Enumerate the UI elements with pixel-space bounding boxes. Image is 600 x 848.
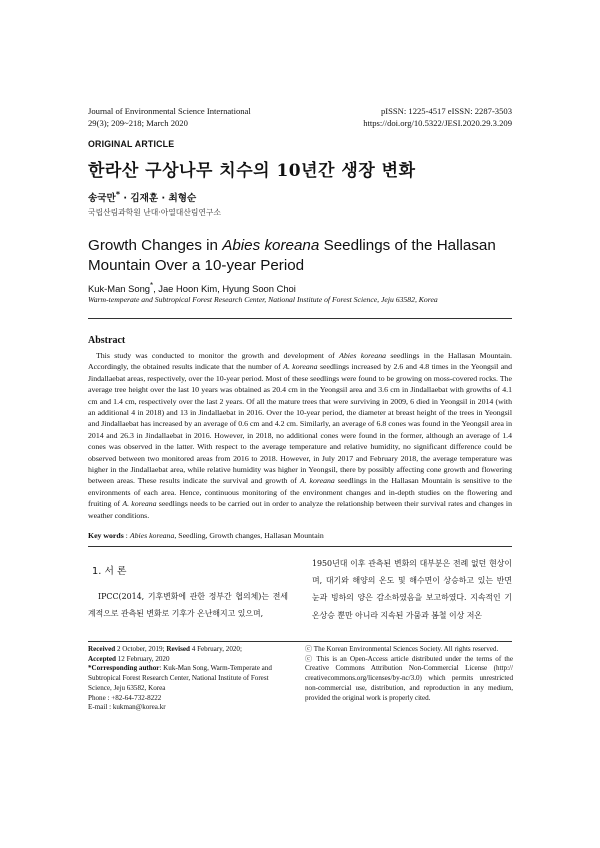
- keyword-species: Abies koreana: [129, 531, 175, 540]
- abstract-species: Abies koreana: [339, 351, 387, 360]
- accepted-label: Accepted: [88, 654, 116, 663]
- accepted-date: 12 February, 2020: [115, 654, 170, 663]
- abstract-species: A. koreana: [122, 499, 157, 509]
- divider: [88, 546, 512, 547]
- accepted-line: [88, 655, 293, 665]
- korean-other-authors: · 김재훈 · 최형순: [120, 193, 197, 205]
- abstract-text: seedlings in the Hallasan Mountain is sensitive to the environments of each area. Hence, continuous monitoring of the environment changes and in-depth studies on the flowering and fruiting of: [88, 476, 512, 509]
- abstract-text: seedlings increased by 2.6 and 4.8 times in the Yeongsil and Jindallaebat areas, respectively, over the 10-year period. Most of these seedlings were found to be growing on moss-covered rocks. The average tree height over the last 10 years was obtained as 20.4 cm in the Yeongsil area and 3.6 cm in Jindallaebat with growths of 4.1 cm and 1.4 cm, respectively over the last 2 years. Of all the mature trees that were surviving in 2009, 6 died in Yeongsil in 2014 (with an additional 4 in 2018) and 13 in Jindallaebat in 2016. Over the 10-year period, the diameter at breast height of the trees in Yeongsil and Jindallaebat has increased by an average of 0.6 cm and 4.2 cm. Similarly, an average of 6.8 cones was found in the Yeongsil area in 2014 and 26.3 in Jindallaebat in 2016. However, in 2018, no additional cones were found in the former, although an average of 1.4 cones was observed in the latter. With respect to the average temperature and relative humidity, no significant difference could be observed between two monitored areas from 2016 to 2018. However, in July 2017 and February 2018, the average temperature was higher in the Jindallaebat area, while relative humidity was higher in Yeongsil, there by possibly affecting cone growth and flowering between areas. These results indicate the survival and growth of: [88, 362, 512, 486]
- abstract-text: This study was conducted to monitor the growth and development of: [96, 351, 340, 360]
- keywords-separator: :: [123, 531, 130, 540]
- divider: [88, 641, 512, 642]
- english-first-author: Kuk-Man Song: [88, 283, 151, 295]
- korean-authors: [88, 190, 196, 204]
- phone: Phone : +82-64-732-8222: [88, 693, 162, 702]
- corresponding-mark: *: [115, 190, 120, 199]
- korean-title: 한라산 구상나무 치수의 10년간 생장 변화: [88, 161, 416, 181]
- revised-date: 4 February, 2020;: [189, 645, 242, 653]
- received-date: 2 October, 2019;: [115, 645, 167, 653]
- journal-identifiers: [363, 106, 512, 129]
- journal-citation: [88, 106, 251, 129]
- abstract-species: A. koreana: [283, 362, 318, 372]
- abstract-heading: Abstract: [88, 335, 126, 346]
- corresponding-details: : Kuk-Man Song, Warm-Temperate and Subtropical Forest Research Center, National Institute of Forest Science, Jeju 63582, Korea: [88, 664, 272, 692]
- english-title-species: Abies koreana: [222, 237, 320, 254]
- journal-volume: 29(3); 209~218; March 2020: [88, 117, 188, 128]
- keywords: [88, 531, 512, 540]
- english-title-part: Growth Changes in: [88, 237, 223, 254]
- keywords-label: Key words: [88, 531, 124, 540]
- journal-name: Journal of Environmental Science International: [88, 106, 251, 116]
- korean-affiliation: 국립산림과학원 난대·아열대산림연구소: [88, 208, 221, 217]
- abstract-text: seedlings needs to be carried out in order to analyze the relationship between their survival rates and changes in weather conditions.: [88, 499, 512, 520]
- english-authors: [88, 281, 296, 294]
- corresponding-mark: *: [150, 281, 154, 290]
- article-history: [88, 645, 293, 713]
- english-title: [88, 236, 528, 276]
- english-affiliation: Warm-temperate and Subtropical Forest Research Center, National Institute of Forest Science, Jeju 63582, Korea: [88, 295, 438, 304]
- english-title-part: Seedlings of the Hallasan Mountain Over a 10-year Period: [88, 237, 496, 274]
- abstract-body: [88, 350, 512, 521]
- email[interactable]: E-mail : kukman@korea.kr: [88, 703, 166, 712]
- abstract-species: A. koreana: [299, 476, 335, 486]
- license-text: ⓒ This is an Open-Access article distributed under the terms of the Creative Commons Attribution Non-Commercial License (http:// creativecommons.org/licenses/by-nc/3.0) which permits unrestricted non-commercial use, distribution, and reproduction in any medium, provided the original work is properly cited.: [305, 654, 513, 702]
- body-column-right: 1950년대 이후 관측된 변화의 대부분은 전례 없던 현상이며, 대기와 해양의 온도 및 해수면이 상승하고 있는 반면 눈과 빙하의 양은 감소하였음을 보고하였다. 지속적인 기온상승 뿐만 아니라 지속된 가뭄과 봄철 이상 저온: [312, 559, 512, 620]
- received-label: Received: [88, 645, 116, 653]
- corresponding-label: *Corresponding author: [88, 664, 160, 673]
- korean-first-author: 송국만: [88, 193, 116, 205]
- journal-doi[interactable]: https://doi.org/10.5322/JESI.2020.29.3.209: [363, 117, 512, 128]
- article-type: ORIGINAL ARTICLE: [88, 139, 175, 149]
- abstract-text: seedlings in the Hallasan Mountain. Accordingly, the obtained results indicate that the number of: [88, 351, 512, 372]
- body-column-left: IPCC(2014, 기후변화에 관한 정부간 협의체)는 전세계적으로 관측된 변화로 기후가 온난해지고 있으며,: [88, 592, 288, 619]
- divider: [88, 318, 512, 319]
- copyright: ⓒ The Korean Environmental Sciences Society. All rights reserved.: [305, 645, 499, 653]
- journal-issn: pISSN: 1225-4517 eISSN: 2287-3503: [380, 106, 512, 116]
- keywords-list: , Seedling, Growth changes, Hallasan Mountain: [174, 531, 324, 540]
- corresponding-author: [88, 664, 293, 693]
- license-notice: [305, 645, 513, 703]
- section-heading: 1. 서 론: [92, 566, 127, 577]
- received-line: [88, 645, 293, 655]
- english-other-authors: , Jae Hoon Kim, Hyung Soon Choi: [153, 283, 296, 295]
- revised-label: Revised: [166, 645, 190, 653]
